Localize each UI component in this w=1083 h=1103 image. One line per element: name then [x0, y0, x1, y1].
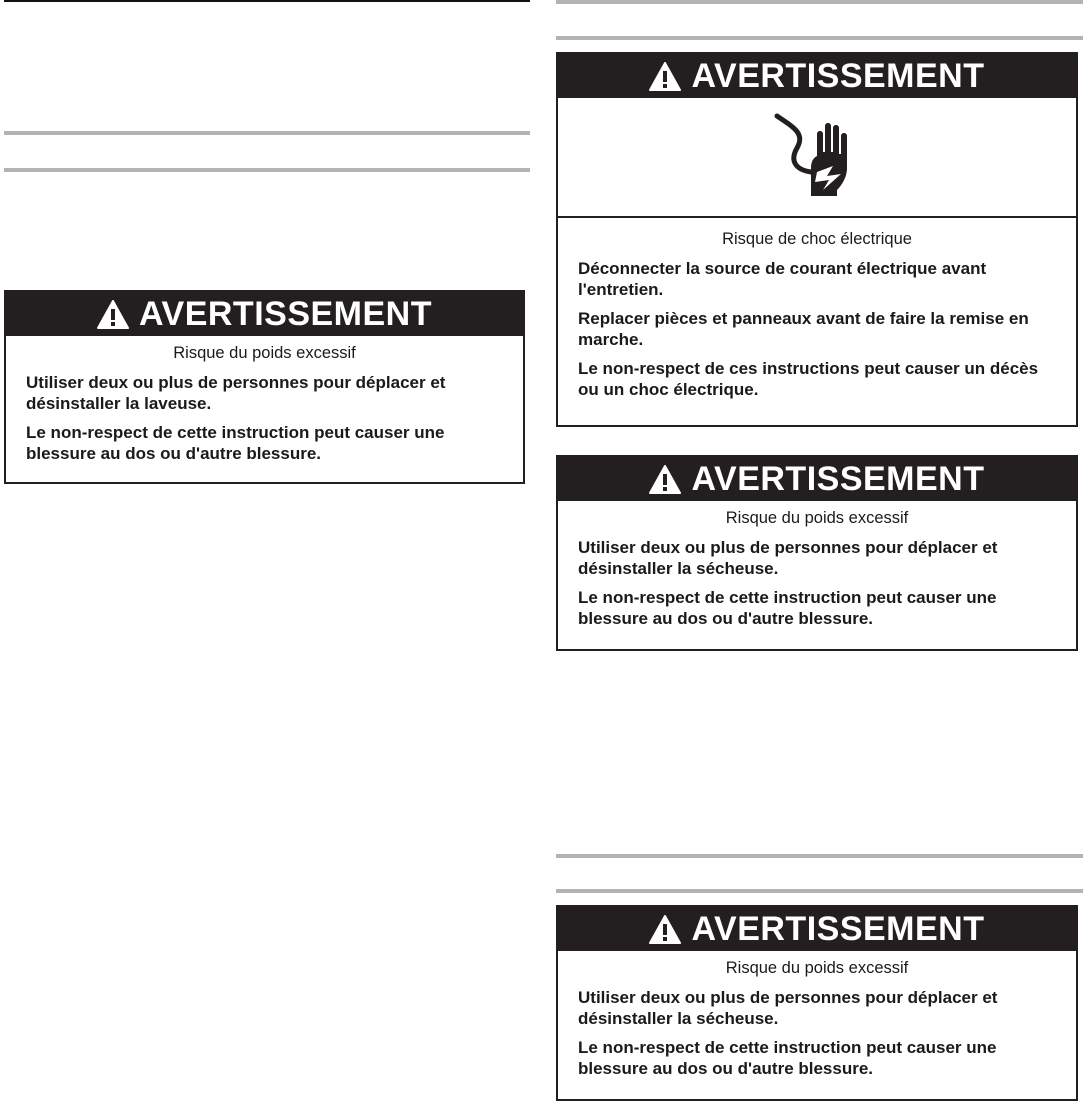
- warning-header-text: AVERTISSEMENT: [138, 294, 432, 333]
- warning-header-text: AVERTISSEMENT: [691, 56, 985, 95]
- section-rule-right-2: [556, 854, 1083, 858]
- warning-consequence: Le non-respect de ces instructions peut causer un décès ou un choc électrique.: [578, 359, 1039, 399]
- section-rule-right-1: [556, 36, 1083, 40]
- top-rule-right: [556, 0, 1083, 4]
- warning-instruction: Utiliser deux ou plus de personnes pour déplacer et désinstaller la sécheuse.: [578, 988, 998, 1028]
- warning-triangle-icon: [97, 300, 129, 329]
- warning-instruction: Déconnecter la source de courant électrique avant l'entretien.: [578, 259, 987, 299]
- warning-pictogram-area: [558, 98, 1076, 218]
- warning-subtitle: Risque de choc électrique: [722, 230, 912, 248]
- warning-box-dryer-2: [556, 905, 1078, 1101]
- warning-header: [558, 54, 1076, 98]
- warning-header-text: AVERTISSEMENT: [691, 909, 985, 948]
- warning-instruction: Utiliser deux ou plus de personnes pour déplacer et désinstaller la sécheuse.: [578, 538, 998, 578]
- electric-shock-hand-icon: [767, 112, 867, 202]
- section-rule-right-3: [556, 889, 1083, 893]
- warning-subtitle: Risque du poids excessif: [725, 959, 909, 977]
- warning-consequence: Le non-respect de cette instruction peut causer une blessure au dos ou d'autre blessure.: [26, 423, 445, 463]
- section-rule-left-2: [4, 168, 530, 172]
- warning-triangle-icon: [649, 62, 681, 91]
- warning-triangle-icon: [649, 915, 681, 944]
- warning-header: [558, 457, 1076, 501]
- warning-header: [558, 907, 1076, 951]
- warning-header: [6, 292, 523, 336]
- warning-box-washer: [4, 290, 525, 484]
- warning-instruction: Utiliser deux ou plus de personnes pour déplacer et désinstaller la laveuse.: [26, 373, 446, 413]
- warning-consequence: Le non-respect de cette instruction peut causer une blessure au dos ou d'autre blessure.: [578, 588, 997, 628]
- warning-box-electric: [556, 52, 1078, 427]
- warning-box-dryer-1: [556, 455, 1078, 651]
- section-rule-left-1: [4, 131, 530, 135]
- warning-consequence: Le non-respect de cette instruction peut causer une blessure au dos ou d'autre blessure.: [578, 1038, 997, 1078]
- warning-subtitle: Risque du poids excessif: [725, 509, 909, 527]
- warning-triangle-icon: [649, 465, 681, 494]
- warning-subtitle: Risque du poids excessif: [173, 344, 356, 362]
- top-rule-left: [4, 0, 530, 2]
- warning-instruction: Replacer pièces et panneaux avant de faire la remise en marche.: [578, 309, 1029, 349]
- warning-header-text: AVERTISSEMENT: [691, 459, 985, 498]
